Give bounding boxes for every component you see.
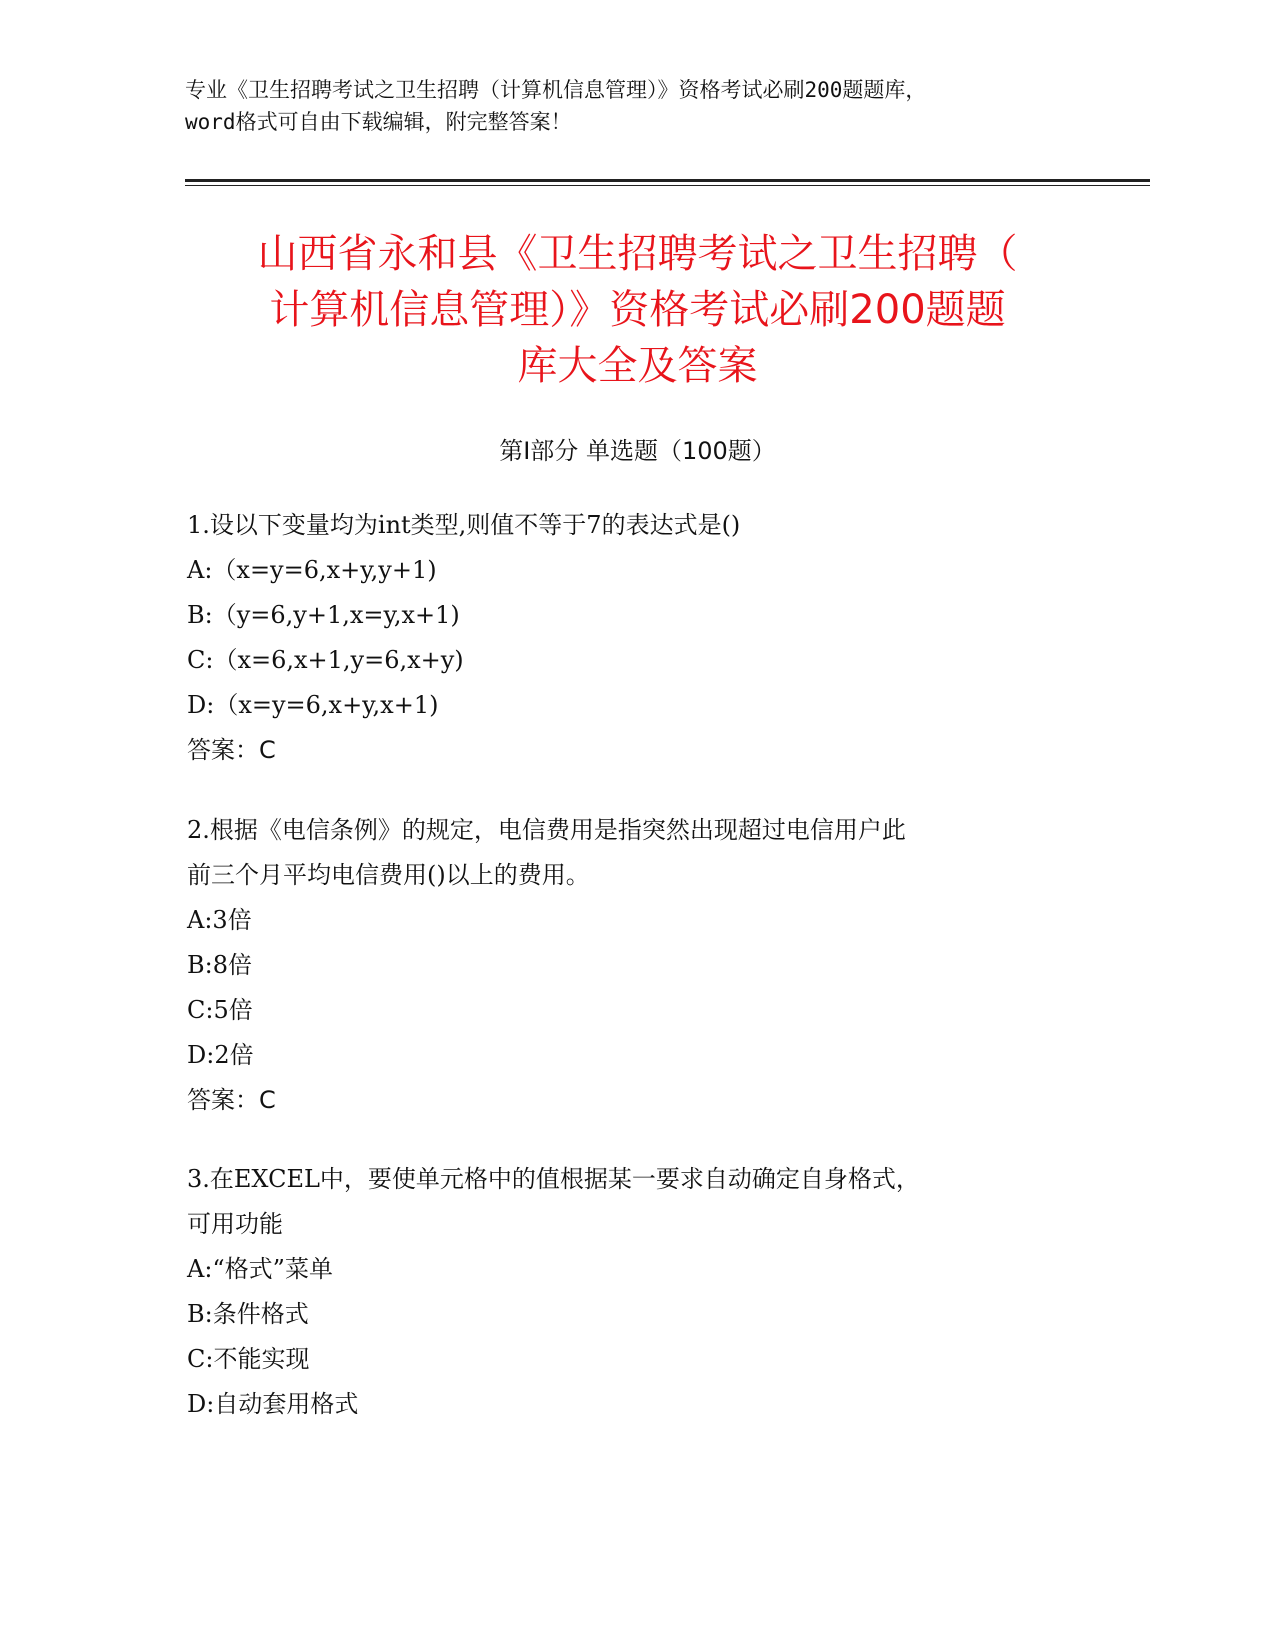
section-heading: 第Ⅰ部分 单选题（100题） [499, 437, 776, 465]
question-1 [187, 503, 1087, 773]
header-note-line-1: 专业《卫生招聘考试之卫生招聘（计算机信息管理）》资格考试必刷200题题库， [185, 78, 927, 102]
answer: 答案：C [187, 736, 276, 764]
option-a: A:3倍 [187, 906, 252, 934]
option-c: C:（x=6,x+1,y=6,x+y) [187, 646, 464, 674]
answer: 答案：C [187, 1086, 276, 1114]
header-divider-thick [185, 179, 1150, 182]
option-d: D:（x=y=6,x+y,x+1) [187, 691, 439, 719]
option-a: A:“格式”菜单 [187, 1255, 333, 1283]
option-b: B:条件格式 [187, 1300, 309, 1328]
question-3 [187, 1157, 1087, 1427]
document-title-line-2: 计算机信息管理）》资格考试必刷200题题 [269, 287, 1006, 333]
document-title-line-1: 山西省永和县《卫生招聘考试之卫生招聘（ [257, 231, 1018, 277]
option-b: B:（y=6,y+1,x=y,x+1) [187, 601, 460, 629]
question-stem-line: 前三个月平均电信费用()以上的费用。 [187, 861, 590, 889]
option-c: C:不能实现 [187, 1345, 310, 1373]
header-divider-thin [185, 185, 1150, 186]
question-stem-line: 1.设以下变量均为int类型,则值不等于7的表达式是() [187, 511, 741, 539]
question-stem-line: 3.在EXCEL中，要使单元格中的值根据某一要求自动确定自身格式， [187, 1165, 920, 1193]
header-note [185, 74, 1085, 138]
document-title [150, 226, 1125, 394]
question-2 [187, 808, 1087, 1123]
document-title-line-3: 库大全及答案 [517, 343, 758, 389]
option-d: D:自动套用格式 [187, 1390, 359, 1418]
option-d: D:2倍 [187, 1041, 254, 1069]
question-stem-line: 2.根据《电信条例》的规定，电信费用是指突然出现超过电信用户此 [187, 816, 906, 844]
option-a: A:（x=y=6,x+y,y+1) [187, 556, 437, 584]
option-b: B:8倍 [187, 951, 252, 979]
option-c: C:5倍 [187, 996, 253, 1024]
question-stem-line: 可用功能 [187, 1210, 283, 1238]
header-note-line-2: word格式可自由下载编辑，附完整答案！ [185, 110, 572, 134]
